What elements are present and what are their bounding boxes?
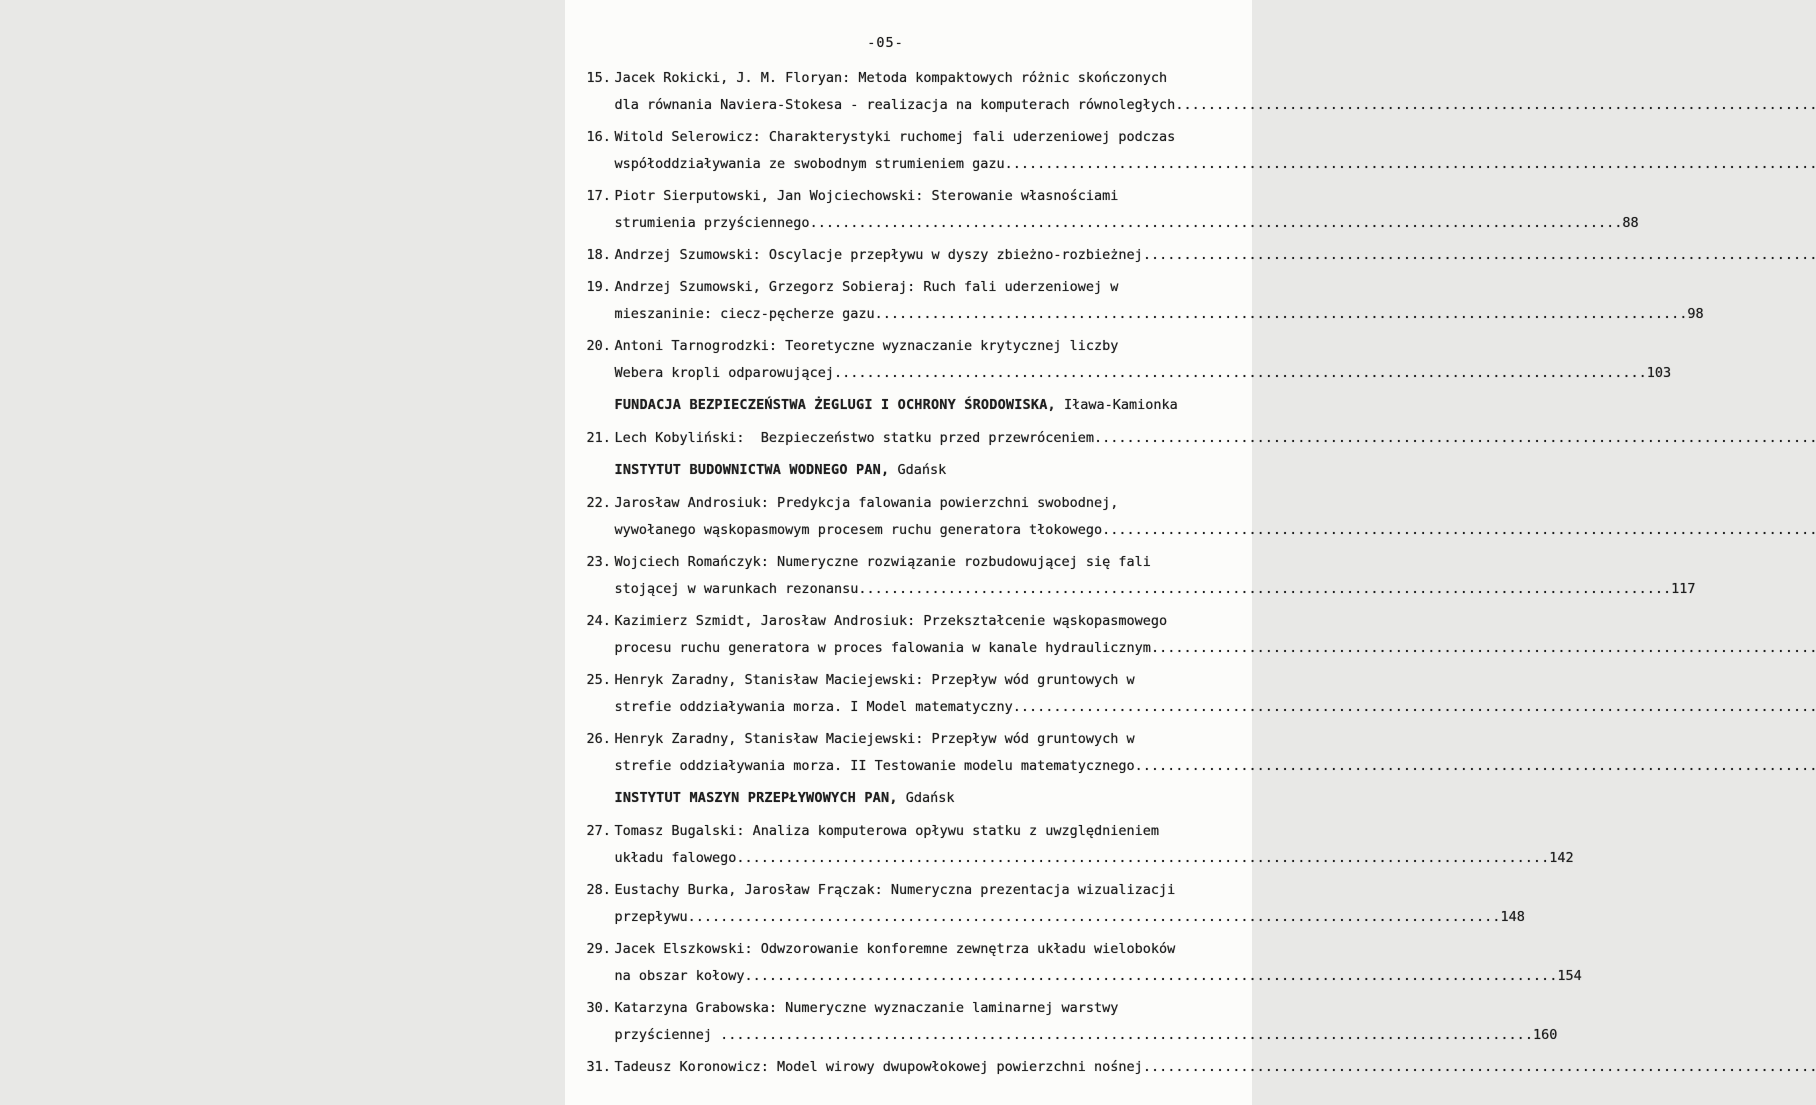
toc-entry [586,818,1574,872]
entry-page-number: 142 [1549,850,1574,866]
entry-last-line [615,210,1639,237]
entry-text-line: dla równania Naviera-Stokesa - realizacja na komputerach równoległych [614,97,1176,113]
section-location: Iława-Kamionka [1055,397,1178,413]
entry-last-line [615,151,1816,178]
entry-number: 24. [586,613,611,629]
section-location: Gdańsk [897,790,955,806]
entry-number: 26. [586,731,611,747]
toc-entry [586,549,1696,603]
entry-body [615,425,1816,452]
entry-body [615,183,1639,237]
entry-text-line: Henryk Zaradny, Stanisław Maciejewski: Przepływ wód gruntowych w [614,731,1135,747]
entry-last-line [615,92,1816,119]
entry-text-line: wywołanego wąskopasmowym procesem ruchu generatora tłokowego [614,522,1103,538]
entry-number: 18. [586,247,611,263]
entry-text-line: Lech Kobyliński: Bezpieczeństwo statku przed przewróceniem [614,430,1095,446]
entry-number: 30. [586,1000,611,1016]
entry-number: 19. [586,279,611,295]
entry-number: 16. [586,129,611,145]
dot-leader [875,301,1688,328]
toc-section-heading [615,785,1237,812]
entry-last-line [615,635,1816,662]
toc-entry [587,667,1237,721]
entry-text-line: Jacek Elszkowski: Odwzorowanie konforemne zewnętrza układu wieloboków [614,941,1176,957]
entry-last-line [615,904,1525,931]
entry-text-line: współoddziaływania ze swobodnym strumieniem gazu [614,156,1005,172]
dot-leader [834,360,1647,387]
entry-number: 22. [586,495,611,511]
entry-text-line: Andrzej Szumowski, Grzegorz Sobieraj: Ruch fali uderzeniowej w [614,279,1119,295]
entry-number: 17. [586,188,611,204]
entry-body [615,242,1816,269]
entry-page-number: 148 [1500,909,1525,925]
dot-leader [736,845,1549,872]
entry-number: 21. [586,430,611,446]
toc-entry [587,242,1237,269]
toc-list [586,65,1704,1081]
toc-entry [586,274,1704,328]
entry-text-line: Tomasz Bugalski: Analiza komputerowa opływu statku z uwzględnieniem [614,823,1160,839]
entry-last-line [615,517,1816,544]
toc-entry [587,425,1237,452]
entry-text-line: procesu ruchu generatora w proces falowania w kanale hydraulicznym [614,640,1151,656]
entry-page-number: 160 [1532,1027,1558,1043]
entry-body [615,726,1816,780]
entry-body [615,818,1574,872]
entry-text-line: Eustachy Burka, Jarosław Frączak: Numeryczna prezentacja wizualizacji [614,882,1176,898]
dot-leader [1102,517,1816,544]
entry-text-line: strefie oddziaływania morza. II Testowanie modelu matematycznego [614,758,1135,774]
entry-text-line: Jarosław Androsiuk: Predykcja falowania powierzchni swobodnej, [614,495,1119,511]
toc-entry [587,608,1237,662]
entry-text-line: strefie oddziaływania morza. I Model matematyczny [614,699,1013,715]
section-institution: FUNDACJA BEZPIECZEŃSTWA ŻEGLUGI I OCHRONY ŚRODOWISKA, [614,397,1056,413]
entry-body [615,65,1816,119]
entry-number: 29. [586,941,611,957]
dot-leader [1135,753,1816,780]
dot-leader [1143,242,1816,269]
entry-number: 27. [586,823,611,839]
entry-number: 25. [586,672,611,688]
dot-leader [810,210,1623,237]
entry-body [615,1054,1816,1081]
entry-text-line: strumienia przyściennego [614,215,810,231]
section-institution: INSTYTUT BUDOWNICTWA WODNEGO PAN, [614,462,890,478]
dot-leader [1151,635,1816,662]
entry-text-line: Witold Selerowicz: Charakterystyki ruchomej fali uderzeniowej podczas [614,129,1176,145]
entry-text-line: Henryk Zaradny, Stanisław Maciejewski: Przepływ wód gruntowych w [614,672,1135,688]
dot-leader [858,576,1671,603]
dot-leader [1005,151,1816,178]
toc-entry [587,124,1237,178]
dot-leader [1094,425,1816,452]
entry-page-number: 88 [1622,215,1639,231]
entry-body [615,667,1816,721]
entry-last-line [615,845,1574,872]
entry-body [615,877,1525,931]
entry-text-line: Tadeusz Koronowicz: Model wirowy dwupowłokowej powierzchni nośnej [614,1059,1143,1075]
entry-last-line [615,301,1704,328]
section-institution: INSTYTUT MASZYN PRZEPŁYWOWYCH PAN, [614,790,898,806]
entry-number: 20. [586,338,611,354]
entry-text-line: stojącej w warunkach rezonansu [614,581,859,597]
dot-leader [720,1022,1533,1049]
toc-entry [587,726,1237,780]
dot-leader [1013,694,1816,721]
toc-entry [586,333,1672,387]
page-number-header: -05- [867,35,904,51]
entry-text-line: Jacek Rokicki, J. M. Floryan: Metoda kompaktowych różnic skończonych [614,70,1168,86]
entry-last-line [615,753,1816,780]
entry-text-line: Katarzyna Grabowska: Numeryczne wyznaczanie laminarnej warstwy [614,1000,1119,1016]
entry-text-line: mieszaninie: ciecz-pęcherze gazu [614,306,875,322]
dot-leader [745,963,1558,990]
dot-leader [688,904,1501,931]
toc-entry [587,1054,1237,1081]
entry-last-line [615,1054,1816,1081]
dot-leader [1175,92,1816,119]
entry-text-line: na obszar kołowy [614,968,745,984]
toc-entry [586,936,1582,990]
entry-text-line: Andrzej Szumowski: Oscylacje przepływu w dyszy zbieżno-rozbieżnej [614,247,1143,263]
entry-body [615,608,1816,662]
entry-body [615,490,1816,544]
entry-text-line: Wojciech Romańczyk: Numeryczne rozwiązanie rozbudowującej się fali [614,554,1151,570]
entry-text-line: przyściennej [614,1027,721,1043]
entry-number: 28. [586,882,611,898]
entry-last-line [615,1022,1558,1049]
entry-number: 31. [586,1059,611,1075]
entry-text-line: przepływu [614,909,688,925]
entry-page-number: 154 [1557,968,1582,984]
toc-section-heading [615,392,1237,419]
entry-text-line: Piotr Sierputowski, Jan Wojciechowski: Sterowanie własnościami [614,188,1119,204]
entry-page-number: 117 [1671,581,1696,597]
entry-body [615,936,1582,990]
entry-text-line: Kazimierz Szmidt, Jarosław Androsiuk: Przekształcenie wąskopasmowego [614,613,1168,629]
entry-text-line: Webera kropli odparowującej [614,365,834,381]
entry-body [615,124,1816,178]
entry-last-line [615,242,1816,269]
entry-body [615,549,1696,603]
dot-leader [1143,1054,1816,1081]
toc-entry [586,877,1525,931]
entry-last-line [615,576,1696,603]
entry-text-line: układu falowego [614,850,737,866]
toc-entry [587,65,1237,119]
entry-page-number: 103 [1646,365,1672,381]
entry-last-line [615,425,1816,452]
document-page [565,0,1704,1105]
entry-text-line: Antoni Tarnogrodzki: Teoretyczne wyznaczanie krytycznej liczby [614,338,1119,354]
toc-entry [586,995,1558,1049]
entry-number: 15. [586,70,611,86]
entry-body [615,274,1704,328]
entry-last-line [615,963,1582,990]
section-location: Gdańsk [889,462,947,478]
entry-number: 23. [586,554,611,570]
entry-last-line [615,360,1672,387]
toc-section-heading [615,457,1237,484]
toc-entry [587,490,1237,544]
entry-body [615,333,1672,387]
toc-entry [586,183,1639,237]
entry-page-number: 98 [1687,306,1704,322]
entry-last-line [615,694,1816,721]
entry-body [615,995,1558,1049]
